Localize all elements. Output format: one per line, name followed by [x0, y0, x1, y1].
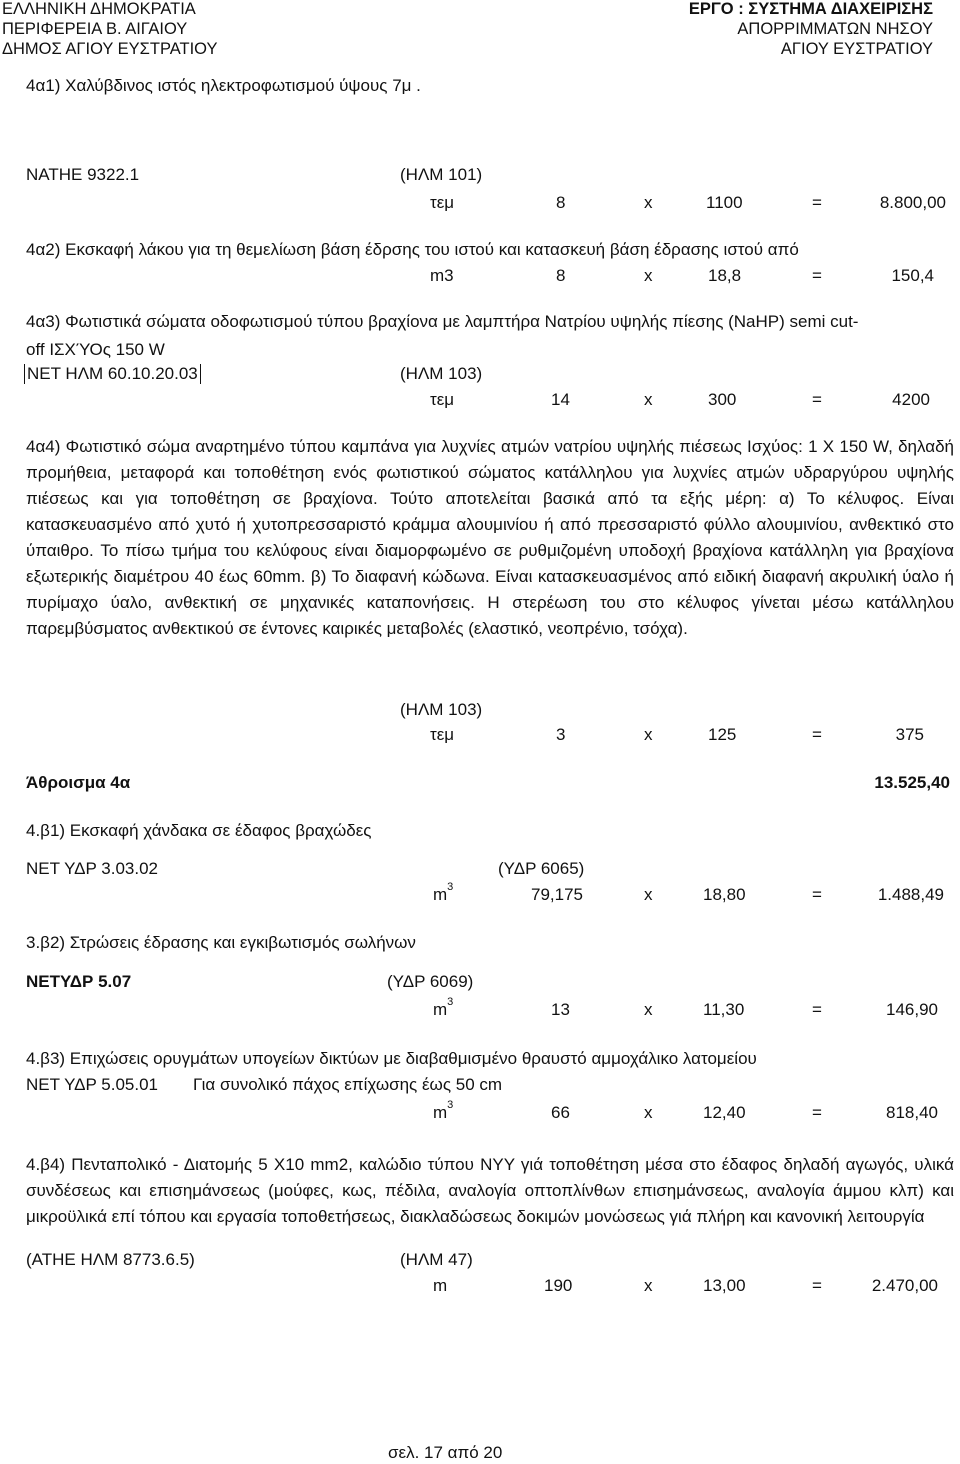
item-a3-price: 300 [708, 390, 737, 409]
item-b4-code: (ΑΤΗΕ ΗΛΜ 8773.6.5) [26, 1250, 195, 1269]
item-b4-x: x [644, 1276, 653, 1295]
item-a1-unit: τεμ [430, 193, 455, 212]
item-b2-ref: (ΥΔΡ 6069) [387, 972, 474, 991]
sum-value: 13.525,40 [874, 773, 950, 792]
item-b4-eq: = [812, 1276, 822, 1295]
item-b2-code: ΝΕΤΥΔΡ 5.07 [26, 972, 132, 991]
item-b1-total: 1.488,49 [877, 885, 944, 904]
item-a1-qty: 8 [556, 193, 566, 212]
item-b2-price: 11,30 [703, 1000, 745, 1019]
item-b2-title: 3.β2) Στρώσεις έδρασης και εγκιβωτισμός σωλήνων [26, 933, 416, 952]
header-left-line-3: ΔΗΜΟΣ ΑΓΙΟΥ ΕΥΣΤΡΑΤΙΟΥ [2, 40, 218, 58]
item-a4-unit: τεμ [430, 725, 455, 744]
item-a4-eq: = [812, 725, 822, 744]
item-a3-title-line-1: 4α3) Φωτιστικά σώματα οδοφωτισμού τύπου βραχίονα με λαμπτήρα Νατρίου υψηλής πίεσης (NaHP) semi cut- [26, 312, 859, 331]
item-b3-title: 4.β3) Επιχώσεις ορυγμάτων υπογείων δικτύων με διαβαθμισμένο θραυστό αμμοχάλικο λατομείου [26, 1049, 757, 1068]
item-a1-total: 8.800,00 [879, 193, 946, 212]
item-b4-description: 4.β4) Πενταπολικό - Διατομής 5 Χ10 mm2, καλώδιο τύπου ΝΥΥ γιά τοποθέτηση μέσα στο έδαφος δηλαδή αγωγός, υλικά συνδέσεως και επισημάνσεως (μούφες, κως, πέδιλα, αναλογία οπτοπλίνθων επισημάνσεως, αναλογία άμμου κλπ) και μικροϋλικά επί τόπου και εργασία τοποθετήσεως, διακλαδώσεως δοκιμών μονώσεως γιά πλήρη και κανονική λειτουργία [26, 1155, 954, 1226]
item-a3-code: ΝΕΤ ΗΛΜ 60.10.20.03 [24, 364, 201, 384]
item-b3-desc: Για συνολικό πάχος επίχωσης έως 50 cm [193, 1075, 503, 1094]
item-a1-x: x [644, 193, 653, 212]
item-a2-unit: m3 [430, 266, 454, 285]
item-a3-unit: τεμ [430, 390, 455, 409]
item-a3-x: x [644, 390, 653, 409]
item-a2-eq: = [812, 266, 822, 285]
item-b1-price: 18,80 [703, 885, 746, 904]
item-b3-unit: $m^3$ [433, 1099, 454, 1122]
item-b2-qty: 13 [551, 1000, 570, 1019]
item-a2-x: x [644, 266, 653, 285]
item-b1-x: x [644, 885, 653, 904]
item-a1-title: 4α1) Χαλύβδινος ιστός ηλεκτροφωτισμού ύψους 7μ . [26, 76, 421, 95]
item-a4-ref: (ΗΛΜ 103) [400, 700, 483, 719]
item-b1-ref: (ΥΔΡ 6065) [498, 859, 585, 878]
item-b2-total: 146,90 [886, 1000, 938, 1019]
item-a1-price: 1100 [706, 193, 743, 212]
item-b3-eq: = [812, 1103, 822, 1122]
item-a3-eq: = [812, 390, 822, 409]
item-a4-price: 125 [708, 725, 737, 744]
item-a1-eq: = [812, 193, 822, 212]
header-right-line-3: ΑΓΙΟΥ ΕΥΣΤΡΑΤΙΟΥ [780, 40, 933, 58]
page-number: σελ. 17 από 20 [388, 1443, 503, 1462]
item-b1-unit: $m^3$ [433, 881, 454, 904]
item-b3-total: 818,40 [886, 1103, 938, 1122]
item-a1-ref: (ΗΛΜ 101) [400, 165, 483, 184]
item-b1-title: 4.β1) Εκσκαφή χάνδακα σε έδαφος βραχώδες [26, 821, 372, 840]
item-b4-price: 13,00 [703, 1276, 746, 1295]
item-b3-code: ΝΕΤ ΥΔΡ 5.05.01 [26, 1075, 159, 1094]
item-a2-price: 18,8 [708, 266, 742, 285]
item-b1-eq: = [812, 885, 822, 904]
item-b3-qty: 66 [551, 1103, 570, 1122]
header-left-line-1: ΕΛΛΗΝΙΚΗ ΔΗΜΟΚΡΑΤΙΑ [2, 0, 196, 18]
item-a4-total: 375 [895, 725, 924, 744]
header-right-line-1: ΕΡΓΟ : ΣΥΣΤΗΜΑ ΔΙΑΧΕΙΡΙΣΗΣ [688, 0, 933, 18]
item-a4-description: 4α4) Φωτιστικό σώμα αναρτημένο τύπου καμπάνα για λυχνίες ατμών νατρίου υψηλής πιέσεως Ισχύος: 1 Χ 150 W, δηλαδή προμήθεια, μεταφορά και τοποθέτηση ενός φωτιστικού σώματος κατάλληλου για λυχνίες ατμών υδραργύρου υψηλής πιέσεως και για τοποθέτηση σε βραχίονα. Τούτο αποτελείται βασικά από τα εξής μέρη: α) Το κέλυφος. Είναι κατασκευασμένο από χυτό ή χυτοπρεσσαριστό κράμμα αλουμινίου ή από πρεσσαριστό φύλλο αλουμινίου, ανθεκτικό στο ύπαιθρο. Το πίσω τμήμα του κελύφους είναι διαμορφωμένο σε ρυθμιζομένη υποδοχή βραχίονα κατάλληλη για βραχίονα εξωτερικής διαμέτρου 40 έως 60mm. β) Το διαφανή κώδωνα. Είναι κατασκευασμένος από ειδική διαφανή ακρυλική ύαλο ή πυρίμαχο ύαλο, ανθεκτική σε μηχανικές καταπονήσεις. Η στερέωση του στο κέλυφος γίνεται μέσω κατάλληλου παρεμβύσματος ανθεκτικού σε έντονες καιρικές μεταβολές (ελαστικό, νεοπρένιο, τσόχα). [26, 437, 954, 638]
item-b1-code: ΝΕΤ ΥΔΡ 3.03.02 [26, 859, 159, 878]
item-b4-unit: m [433, 1276, 448, 1295]
item-b4-qty: 190 [544, 1276, 573, 1295]
item-b4-total: 2.470,00 [871, 1276, 938, 1295]
item-b2-unit: $m^3$ [433, 996, 454, 1019]
item-a4-x: x [644, 725, 653, 744]
item-a1-code: ΝΑΤΗΕ 9322.1 [26, 165, 140, 184]
item-b2-eq: = [812, 1000, 822, 1019]
item-b4-ref: (ΗΛΜ 47) [400, 1250, 473, 1269]
item-a3-title-line-2: off ΙΣΧΎΟς 150 W [26, 340, 165, 359]
item-a3-ref: (ΗΛΜ 103) [400, 364, 483, 383]
item-a2-title: 4α2) Εκσκαφή λάκου για τη θεμελίωση βάση έδρσης του ιστού και κατασκευή βάση έδρασης ιστού από [26, 240, 799, 259]
item-a3-total: 4200 [892, 390, 930, 409]
item-a2-qty: 8 [556, 266, 566, 285]
header-left-line-2: ΠΕΡΙΦΕΡΕΙΑ Β. ΑΙΓΑΙΟΥ [2, 20, 188, 38]
sum-label: Άθροισμα 4α [26, 773, 131, 792]
item-a3-qty: 14 [551, 390, 570, 409]
item-b3-x: x [644, 1103, 653, 1122]
item-b2-x: x [644, 1000, 653, 1019]
item-a4-qty: 3 [556, 725, 566, 744]
item-a2-total: 150,4 [891, 266, 934, 285]
item-b3-price: 12,40 [703, 1103, 746, 1122]
item-b1-qty: 79,175 [531, 885, 583, 904]
header-right-line-2: ΑΠΟΡΡΙΜΜΑΤΩΝ ΝΗΣΟΥ [737, 20, 933, 38]
